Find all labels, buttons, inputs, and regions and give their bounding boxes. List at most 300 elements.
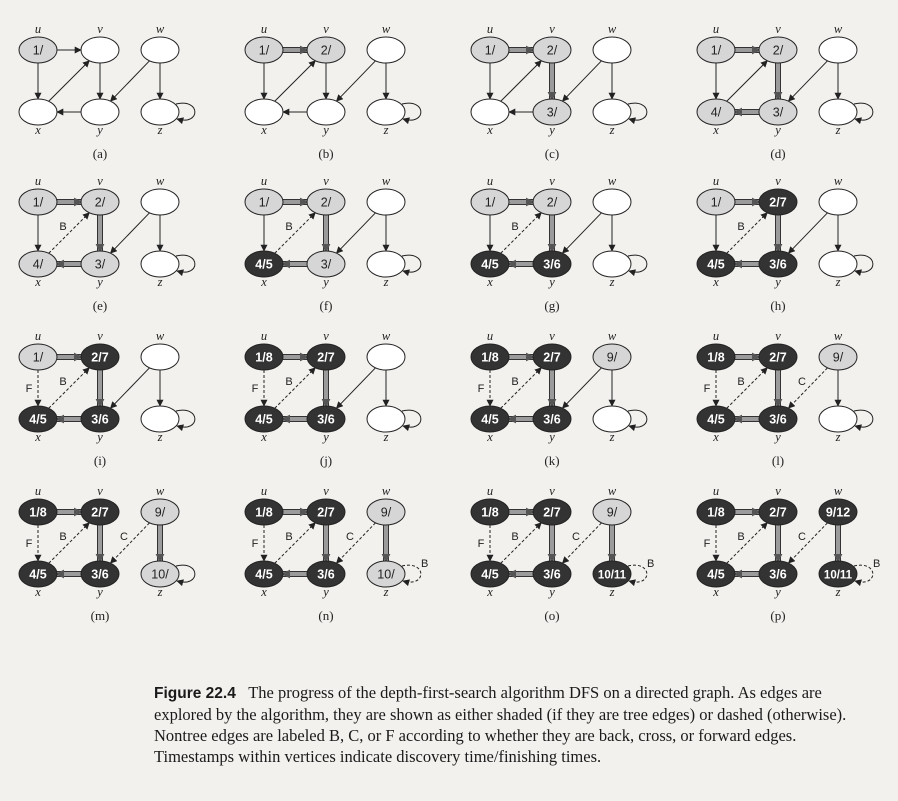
vertex-w — [819, 329, 857, 370]
edge-label: F — [703, 538, 711, 550]
edge-xv — [501, 61, 542, 102]
edge-wy — [336, 368, 375, 408]
vertex-w — [593, 22, 631, 63]
timestamp: 9/ — [154, 505, 166, 520]
edge-ux — [252, 525, 264, 561]
vertex-w — [819, 174, 857, 215]
vertex-name: y — [775, 123, 781, 137]
edge-wy — [788, 61, 827, 101]
timestamp: 2/7 — [769, 195, 787, 210]
vertex-u — [19, 484, 57, 525]
timestamp: 1/ — [710, 43, 722, 58]
edge-wy — [110, 213, 149, 253]
vertex-z — [141, 99, 179, 137]
timestamp: 2/ — [94, 195, 106, 210]
edge-zz — [402, 558, 428, 582]
timestamp: 10/ — [377, 567, 395, 582]
edge-ux — [704, 370, 716, 406]
vertex-z — [141, 561, 179, 599]
timestamp: 9/ — [380, 505, 392, 520]
vertex-u — [697, 329, 735, 370]
vertex-x — [245, 406, 283, 444]
vertex-u — [471, 22, 509, 63]
vertex-name: u — [34, 329, 42, 343]
vertex-name: x — [35, 585, 41, 599]
vertex-name: v — [775, 174, 781, 188]
vertex-w — [593, 174, 631, 215]
vertex-v — [81, 174, 119, 215]
timestamp: 9/ — [832, 350, 844, 365]
vertex-z — [141, 251, 179, 289]
timestamp: 1/ — [258, 43, 270, 58]
vertex-name: x — [35, 123, 41, 137]
vertex-v — [759, 484, 797, 525]
caption-text: The progress of the depth-first-search algorithm DFS on a directed graph. As edges are explored by the algorithm, they are shown as either shaded (if they are tree edges) or dashed (otherwise). Nontree edges are labeled B, C, or F according to whether they are back, cross, or forward edges. Timestamps within vertices indicate discovery time/finishing times. — [154, 683, 847, 766]
vertex-x — [19, 406, 57, 444]
vertex-w — [367, 484, 405, 525]
edge-ux — [252, 370, 264, 406]
vertex-name: w — [381, 329, 391, 343]
timestamp: 2/ — [320, 43, 332, 58]
vertex-name: x — [261, 585, 267, 599]
vertex-name: x — [35, 275, 41, 289]
timestamp: 2/7 — [317, 350, 335, 365]
timestamp: 1/8 — [481, 505, 499, 520]
vertex-v — [307, 174, 345, 215]
edge-xv — [501, 523, 542, 564]
vertex-x — [471, 561, 509, 599]
vertex-name: v — [549, 484, 555, 498]
vertex-w — [141, 484, 179, 525]
panel-label: (i) — [93, 453, 107, 468]
panel-label: (g) — [544, 298, 560, 313]
vertex-x — [697, 251, 735, 289]
timestamp: 2/ — [772, 43, 784, 58]
vertex-name: w — [833, 174, 843, 188]
panel — [471, 329, 647, 468]
timestamp: 4/5 — [707, 567, 725, 582]
panel-label: (e) — [92, 298, 108, 313]
panel — [471, 174, 647, 313]
edge-wy — [562, 368, 601, 408]
vertex-name: x — [35, 430, 41, 444]
panel-label: (m) — [90, 608, 110, 623]
edge-label: B — [737, 221, 745, 233]
vertex-w — [367, 174, 405, 215]
edge-label: C — [798, 531, 806, 543]
timestamp: 4/5 — [481, 567, 499, 582]
edge-wy — [788, 523, 827, 563]
vertex-x — [697, 406, 735, 444]
vertex-name: y — [775, 585, 781, 599]
panel-label: (p) — [770, 608, 786, 623]
edge-label: B — [59, 376, 67, 388]
vertex-name: y — [549, 123, 555, 137]
edge-xv — [275, 368, 316, 409]
timestamp: 2/7 — [769, 350, 787, 365]
vertex-name: u — [712, 174, 720, 188]
vertex-x — [245, 251, 283, 289]
vertex-name: v — [323, 22, 329, 36]
vertex-name: u — [486, 174, 494, 188]
vertex-name: y — [97, 123, 103, 137]
timestamp: 3/ — [94, 257, 106, 272]
vertex-x — [19, 251, 57, 289]
vertex-y — [533, 99, 571, 137]
vertex-name: z — [835, 430, 841, 444]
vertex-z — [593, 99, 631, 137]
timestamp: 2/7 — [769, 505, 787, 520]
vertex-v — [759, 22, 797, 63]
vertex-u — [245, 174, 283, 215]
vertex-y — [307, 251, 345, 289]
panel — [245, 22, 421, 161]
edge-wy — [336, 61, 375, 101]
edge-wy — [562, 213, 601, 253]
timestamp: 9/ — [606, 505, 618, 520]
timestamp: 1/ — [710, 195, 722, 210]
vertex-name: v — [549, 174, 555, 188]
vertex-z — [367, 251, 405, 289]
edge-label: F — [477, 383, 485, 395]
vertex-v — [81, 484, 119, 525]
vertex-name: y — [775, 275, 781, 289]
timestamp: 4/5 — [255, 257, 273, 272]
edge-label: B — [647, 558, 655, 570]
vertex-name: y — [549, 585, 555, 599]
edge-label: B — [285, 531, 293, 543]
edge-label: B — [511, 221, 519, 233]
vertex-v — [533, 174, 571, 215]
timestamp: 10/11 — [823, 569, 853, 582]
timestamp: 1/ — [484, 43, 496, 58]
timestamp: 1/ — [32, 195, 44, 210]
vertex-name: y — [549, 430, 555, 444]
vertex-name: u — [260, 329, 268, 343]
vertex-name: u — [712, 484, 720, 498]
panel — [697, 329, 873, 468]
edge-label: B — [59, 531, 67, 543]
vertex-name: y — [549, 275, 555, 289]
edge-ux — [26, 370, 38, 406]
vertex-y — [759, 251, 797, 289]
vertex-v — [533, 484, 571, 525]
vertex-name: x — [713, 275, 719, 289]
vertex-name: w — [381, 484, 391, 498]
vertex-name: y — [323, 585, 329, 599]
timestamp: 4/ — [32, 257, 44, 272]
panel-label: (o) — [544, 608, 560, 623]
timestamp: 4/5 — [707, 412, 725, 427]
vertex-name: x — [487, 585, 493, 599]
panel-label: (d) — [770, 146, 786, 161]
vertex-name: z — [383, 430, 389, 444]
edge-wy — [788, 368, 827, 408]
edge-xv — [727, 523, 768, 564]
vertex-name: x — [713, 585, 719, 599]
edge-ux — [478, 370, 490, 406]
vertex-w — [141, 174, 179, 215]
vertex-z — [593, 251, 631, 289]
vertex-name: u — [260, 174, 268, 188]
vertex-name: y — [323, 123, 329, 137]
edge-label: F — [25, 538, 33, 550]
edge-label: B — [511, 531, 519, 543]
edge-ux — [26, 525, 38, 561]
vertex-name: w — [607, 22, 617, 36]
vertex-v — [81, 22, 119, 63]
vertex-name: v — [97, 484, 103, 498]
vertex-v — [533, 329, 571, 370]
vertex-w — [141, 22, 179, 63]
timestamp: 1/8 — [707, 505, 725, 520]
panel — [471, 484, 654, 623]
vertex-x — [471, 251, 509, 289]
vertex-name: z — [383, 123, 389, 137]
vertex-name: v — [775, 22, 781, 36]
vertex-name: u — [260, 22, 268, 36]
timestamp: 2/7 — [91, 505, 109, 520]
edge-ux — [478, 525, 490, 561]
vertex-z — [819, 406, 857, 444]
vertex-u — [471, 174, 509, 215]
vertex-v — [307, 484, 345, 525]
edge-label: C — [572, 531, 580, 543]
edge-wy — [110, 368, 149, 408]
edge-label: C — [120, 531, 128, 543]
vertex-name: v — [323, 484, 329, 498]
timestamp: 3/6 — [91, 412, 109, 427]
panel — [245, 484, 428, 623]
edge-xv — [275, 523, 316, 564]
vertex-name: x — [487, 123, 493, 137]
edge-zz — [628, 558, 654, 582]
vertex-name: y — [775, 430, 781, 444]
vertex-z — [593, 406, 631, 444]
edge-label: B — [511, 376, 519, 388]
timestamp: 1/ — [258, 195, 270, 210]
vertex-name: u — [34, 22, 42, 36]
vertex-u — [245, 329, 283, 370]
vertex-name: z — [383, 275, 389, 289]
vertex-z — [819, 99, 857, 137]
panel — [471, 22, 647, 161]
timestamp: 2/7 — [543, 505, 561, 520]
edge-xv — [49, 213, 90, 254]
vertex-y — [307, 561, 345, 599]
edge-label: B — [285, 221, 293, 233]
vertex-z — [367, 99, 405, 137]
edge-label: C — [798, 376, 806, 388]
edge-label: F — [703, 383, 711, 395]
panel — [19, 174, 195, 313]
vertex-z — [367, 406, 405, 444]
vertex-u — [471, 329, 509, 370]
vertex-u — [19, 329, 57, 370]
timestamp: 1/8 — [29, 505, 47, 520]
edge-label: F — [477, 538, 485, 550]
vertex-w — [593, 484, 631, 525]
vertex-y — [81, 99, 119, 137]
vertex-name: v — [97, 174, 103, 188]
panel-label: (n) — [318, 608, 334, 623]
edge-ux — [704, 525, 716, 561]
panel-label: (k) — [544, 453, 560, 468]
timestamp: 1/ — [484, 195, 496, 210]
vertex-w — [819, 22, 857, 63]
figure-caption — [154, 682, 854, 767]
vertex-name: v — [549, 22, 555, 36]
vertex-name: u — [34, 174, 42, 188]
vertex-name: w — [155, 484, 165, 498]
edge-xv — [727, 61, 768, 102]
panel-label: (c) — [544, 146, 560, 161]
vertex-name: z — [835, 275, 841, 289]
timestamp: 4/5 — [29, 412, 47, 427]
timestamp: 4/5 — [255, 412, 273, 427]
vertex-name: y — [97, 430, 103, 444]
edge-wy — [110, 61, 149, 101]
edge-wy — [562, 523, 601, 563]
vertex-name: x — [487, 275, 493, 289]
vertex-y — [81, 251, 119, 289]
vertex-z — [819, 561, 857, 599]
timestamp: 3/6 — [769, 257, 787, 272]
vertex-w — [367, 329, 405, 370]
vertex-w — [141, 329, 179, 370]
vertex-name: v — [323, 329, 329, 343]
vertex-name: u — [486, 484, 494, 498]
vertex-x — [19, 99, 57, 137]
vertex-u — [19, 174, 57, 215]
vertex-name: z — [835, 585, 841, 599]
timestamp: 2/7 — [317, 505, 335, 520]
timestamp: 1/ — [32, 350, 44, 365]
vertex-name: u — [712, 22, 720, 36]
timestamp: 1/8 — [255, 350, 273, 365]
vertex-u — [245, 484, 283, 525]
vertex-name: w — [833, 484, 843, 498]
timestamp: 3/6 — [543, 257, 561, 272]
timestamp: 2/ — [546, 43, 558, 58]
vertex-y — [533, 561, 571, 599]
timestamp: 10/11 — [597, 569, 627, 582]
edge-label: F — [251, 538, 259, 550]
vertex-u — [19, 22, 57, 63]
edge-xv — [49, 523, 90, 564]
vertex-name: w — [607, 174, 617, 188]
vertex-name: z — [609, 275, 615, 289]
vertex-y — [759, 561, 797, 599]
vertex-name: u — [260, 484, 268, 498]
edge-label: B — [59, 221, 67, 233]
timestamp: 3/6 — [769, 567, 787, 582]
vertex-name: z — [157, 123, 163, 137]
timestamp: 4/ — [710, 105, 722, 120]
edge-zz — [854, 558, 880, 582]
timestamp: 1/8 — [481, 350, 499, 365]
timestamp: 3/6 — [769, 412, 787, 427]
timestamp: 3/6 — [543, 567, 561, 582]
vertex-name: u — [34, 484, 42, 498]
vertex-x — [245, 561, 283, 599]
timestamp: 3/6 — [317, 412, 335, 427]
edge-label: F — [25, 383, 33, 395]
edge-label: C — [346, 531, 354, 543]
vertex-w — [367, 22, 405, 63]
vertex-name: x — [487, 430, 493, 444]
vertex-y — [307, 99, 345, 137]
vertex-name: w — [155, 174, 165, 188]
vertex-v — [307, 329, 345, 370]
timestamp: 4/5 — [707, 257, 725, 272]
panel — [19, 329, 195, 468]
vertex-z — [367, 561, 405, 599]
vertex-y — [533, 251, 571, 289]
vertex-name: v — [97, 22, 103, 36]
timestamp: 1/ — [32, 43, 44, 58]
edge-wy — [788, 213, 827, 253]
vertex-name: w — [607, 329, 617, 343]
timestamp: 2/ — [546, 195, 558, 210]
panel — [245, 174, 421, 313]
edge-label: B — [873, 558, 881, 570]
vertex-name: z — [157, 430, 163, 444]
vertex-x — [471, 406, 509, 444]
vertex-y — [759, 99, 797, 137]
vertex-w — [819, 484, 857, 525]
vertex-y — [759, 406, 797, 444]
vertex-name: z — [835, 123, 841, 137]
vertex-name: w — [155, 329, 165, 343]
timestamp: 3/ — [772, 105, 784, 120]
vertex-x — [471, 99, 509, 137]
edge-wy — [336, 213, 375, 253]
panel-label: (a) — [92, 146, 108, 161]
edge-label: B — [421, 558, 429, 570]
vertex-name: x — [261, 430, 267, 444]
vertex-v — [81, 329, 119, 370]
vertex-name: x — [261, 123, 267, 137]
timestamp: 4/5 — [481, 257, 499, 272]
panel — [697, 484, 880, 623]
vertex-name: y — [97, 585, 103, 599]
vertex-z — [819, 251, 857, 289]
edge-xv — [727, 213, 768, 254]
vertex-u — [245, 22, 283, 63]
vertex-name: w — [381, 174, 391, 188]
panel-label: (j) — [319, 453, 333, 468]
timestamp: 9/12 — [825, 505, 851, 520]
panel-label: (f) — [319, 298, 333, 313]
vertex-name: w — [833, 22, 843, 36]
vertex-name: x — [261, 275, 267, 289]
edge-xv — [275, 213, 316, 254]
vertex-u — [697, 484, 735, 525]
edge-xv — [275, 61, 316, 102]
vertex-v — [307, 22, 345, 63]
vertex-z — [141, 406, 179, 444]
vertex-name: z — [383, 585, 389, 599]
edge-xv — [501, 368, 542, 409]
vertex-name: w — [381, 22, 391, 36]
vertex-x — [245, 99, 283, 137]
edge-xv — [501, 213, 542, 254]
vertex-y — [81, 406, 119, 444]
vertex-u — [697, 22, 735, 63]
edge-xv — [49, 368, 90, 409]
vertex-name: w — [155, 22, 165, 36]
